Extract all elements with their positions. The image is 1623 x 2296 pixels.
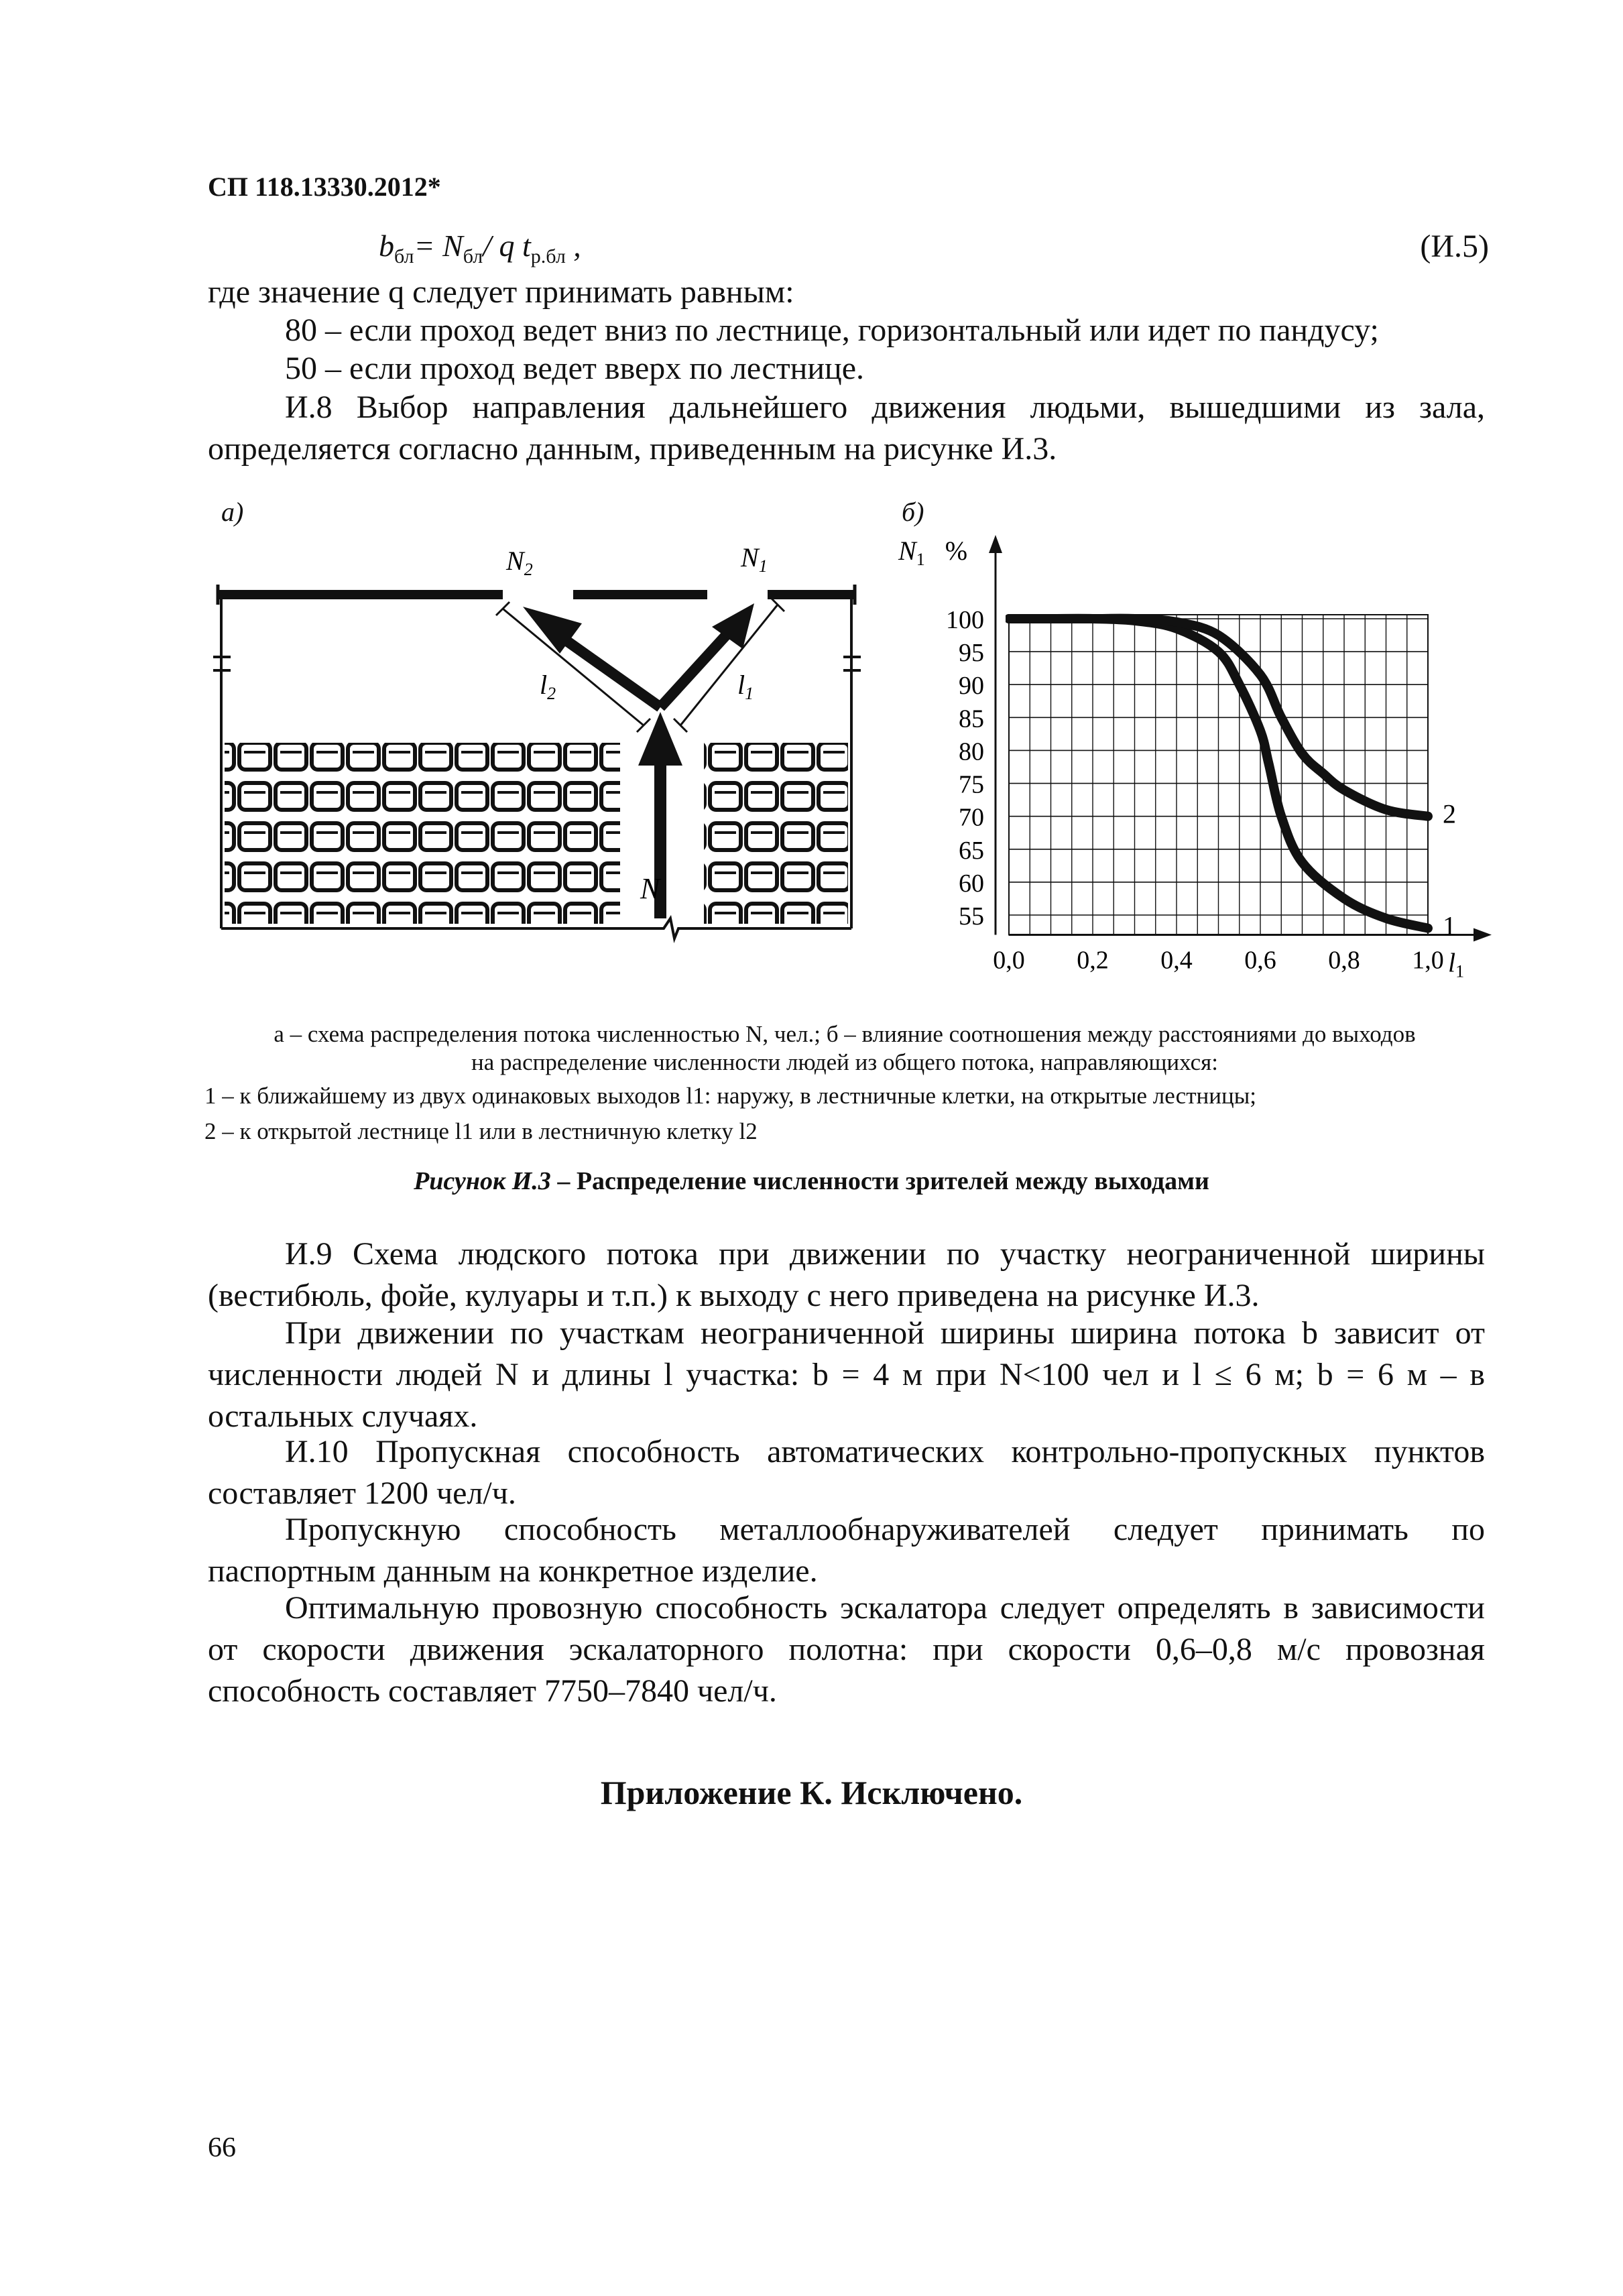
series-label-2: 2 xyxy=(1443,798,1456,829)
equation-number: (И.5) xyxy=(1420,229,1489,264)
label-n2: $N_2$ xyxy=(506,546,533,579)
wall-middle-segment xyxy=(573,590,707,599)
paragraph-i10: И.10 Пропускная способность автоматических контрольно-пропускных пунктов составляет 1200 чел/ч. xyxy=(208,1434,1485,1511)
document-code: СП 118.13330.2012* xyxy=(208,172,441,202)
caption-line-2: на распределение численности людей из общего потока, направляющихся: xyxy=(471,1049,1218,1075)
seat-rows-left xyxy=(225,743,620,924)
flow-diagram xyxy=(201,536,878,952)
y-tick-label: 80 xyxy=(959,737,984,766)
wall-right-segment xyxy=(768,590,855,599)
caption-line-3: 1 – к ближайшему из двух одинаковых выходов l1: наружу, в лестничные клетки, на открытые лестницы; xyxy=(204,1083,1256,1109)
x-tick-label: 0,6 xyxy=(1244,946,1276,975)
x-axis-label: $l_1$ xyxy=(1448,947,1465,981)
series-label-1: 1 xyxy=(1443,910,1456,941)
x-tick-label: 0,2 xyxy=(1077,946,1109,975)
y-tick-label: 55 xyxy=(959,902,984,930)
paragraph-50: 50 – если проход ведет вверх по лестнице. xyxy=(285,351,865,386)
y-tick-label: 100 xyxy=(946,606,984,634)
wall-left-segment xyxy=(218,590,503,599)
y-tick-label: 75 xyxy=(959,770,984,799)
y-tick-label: 70 xyxy=(959,803,984,832)
x-tick-label: 0,0 xyxy=(993,946,1025,975)
x-axis-arrow xyxy=(1474,928,1492,941)
distribution-chart xyxy=(892,530,1495,999)
x-tick-label: 1,0 xyxy=(1412,946,1444,975)
y-axis-label: $N_1$ % xyxy=(898,536,968,569)
figure-label-b: б) xyxy=(902,497,924,527)
y-axis-arrow xyxy=(989,535,1002,553)
y-tick-label: 85 xyxy=(959,705,984,733)
paragraph-escalator: Оптимальную провозную способность эскалатора следует определять в зависимости от скорости движения эскалаторного полотна: при скорости 0,6–0,8 м/с провозная способность составляет 7750–7840 чел/ч. xyxy=(208,1590,1485,1709)
label-n: N xyxy=(640,872,660,905)
arrow-n1-shaft xyxy=(660,630,731,707)
x-tick-label: 0,8 xyxy=(1328,946,1360,975)
paragraph-q-definition: где значение q следует принимать равным: xyxy=(208,274,794,310)
label-n1: $N_1$ xyxy=(741,542,768,576)
paragraph-i8: И.8 Выбор направления дальнейшего движения людьми, вышедшими из зала, определяется согласно данным, приведенным на рисунке И.3. xyxy=(208,389,1485,467)
seat-rows-right xyxy=(704,743,848,924)
y-tick-label: 90 xyxy=(959,672,984,701)
paragraph-i9: И.9 Схема людского потока при движении по участку неограниченной ширины (вестибюль, фойе, кулуары и т.п.) к выходу с него приведена на рисунке И.3. xyxy=(208,1236,1485,1313)
y-tick-label: 60 xyxy=(959,869,984,898)
figure-title: Рисунок И.3 – Распределение численности зрителей между выходами xyxy=(414,1167,1209,1195)
paragraph-flow-width: При движении по участкам неограниченной ширины ширина потока b зависит от численности людей N и длины l участка: b = 4 м при N<100 чел и l ≤ 6 м; b = 6 м – в остальных случаях. xyxy=(208,1315,1485,1434)
label-l2: $l_2$ xyxy=(540,670,556,703)
label-l1: $l_1$ xyxy=(737,670,754,703)
appendix-heading: Приложение К. Исключено. xyxy=(600,1774,1023,1811)
figure-label-a: а) xyxy=(221,497,244,527)
caption-line-1: а – схема распределения потока численностью N, чел.; б – влияние соотношения между расстояниями до выходов xyxy=(274,1021,1416,1047)
caption-line-4: 2 – к открытой лестнице l1 или в лестничную клетку l2 xyxy=(204,1118,758,1144)
x-tick-label: 0,4 xyxy=(1160,946,1193,975)
y-tick-label: 95 xyxy=(959,639,984,668)
paragraph-80: 80 – если проход ведет вниз по лестнице, горизонтальный или идет по пандусу; xyxy=(285,312,1379,348)
formula: $b_{бл}= N_{бл}/$ q $t_{р.бл}$ , xyxy=(379,229,581,268)
paragraph-metal-detectors: Пропускную способность металлообнаруживателей следует принимать по паспортным данным на конкретное изделие. xyxy=(208,1512,1485,1589)
y-tick-label: 65 xyxy=(959,836,984,865)
page-number: 66 xyxy=(208,2132,236,2163)
